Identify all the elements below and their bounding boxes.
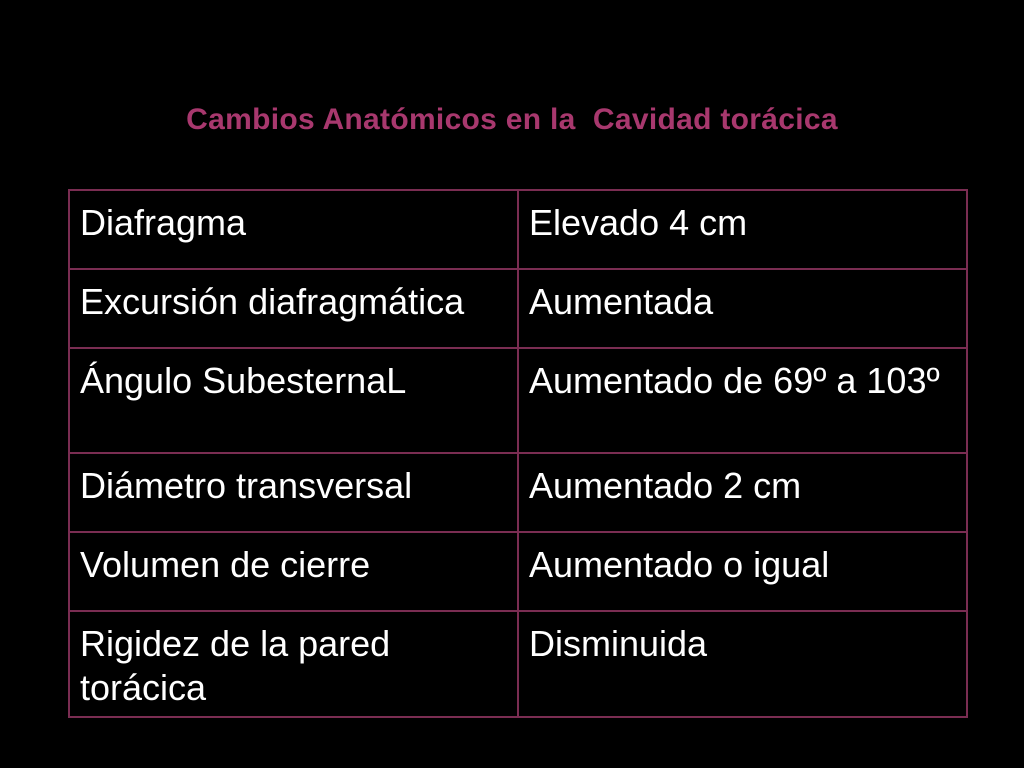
change-cell: Aumentado de 69º a 103º: [518, 348, 967, 453]
change-cell: Disminuida: [518, 611, 967, 717]
parameter-cell: Rigidez de la pared torácica: [69, 611, 518, 717]
table-row: [69, 190, 967, 269]
changes-table: [68, 189, 968, 718]
parameter-cell: Diámetro transversal: [69, 453, 518, 532]
slide-title: Cambios Anatómicos en la Cavidad torácica: [186, 103, 838, 136]
change-cell: Aumentada: [518, 269, 967, 348]
parameter-cell: Ángulo SubesternaL: [69, 348, 518, 453]
table-row: [69, 348, 967, 453]
change-cell: Aumentado o igual: [518, 532, 967, 611]
parameter-cell: Excursión diafragmática: [69, 269, 518, 348]
parameter-cell: Diafragma: [69, 190, 518, 269]
parameter-cell: Volumen de cierre: [69, 532, 518, 611]
table-row: [69, 269, 967, 348]
table-row: [69, 532, 967, 611]
change-cell: Elevado 4 cm: [518, 190, 967, 269]
table-row: [69, 611, 967, 717]
table-row: [69, 453, 967, 532]
change-cell: Aumentado 2 cm: [518, 453, 967, 532]
